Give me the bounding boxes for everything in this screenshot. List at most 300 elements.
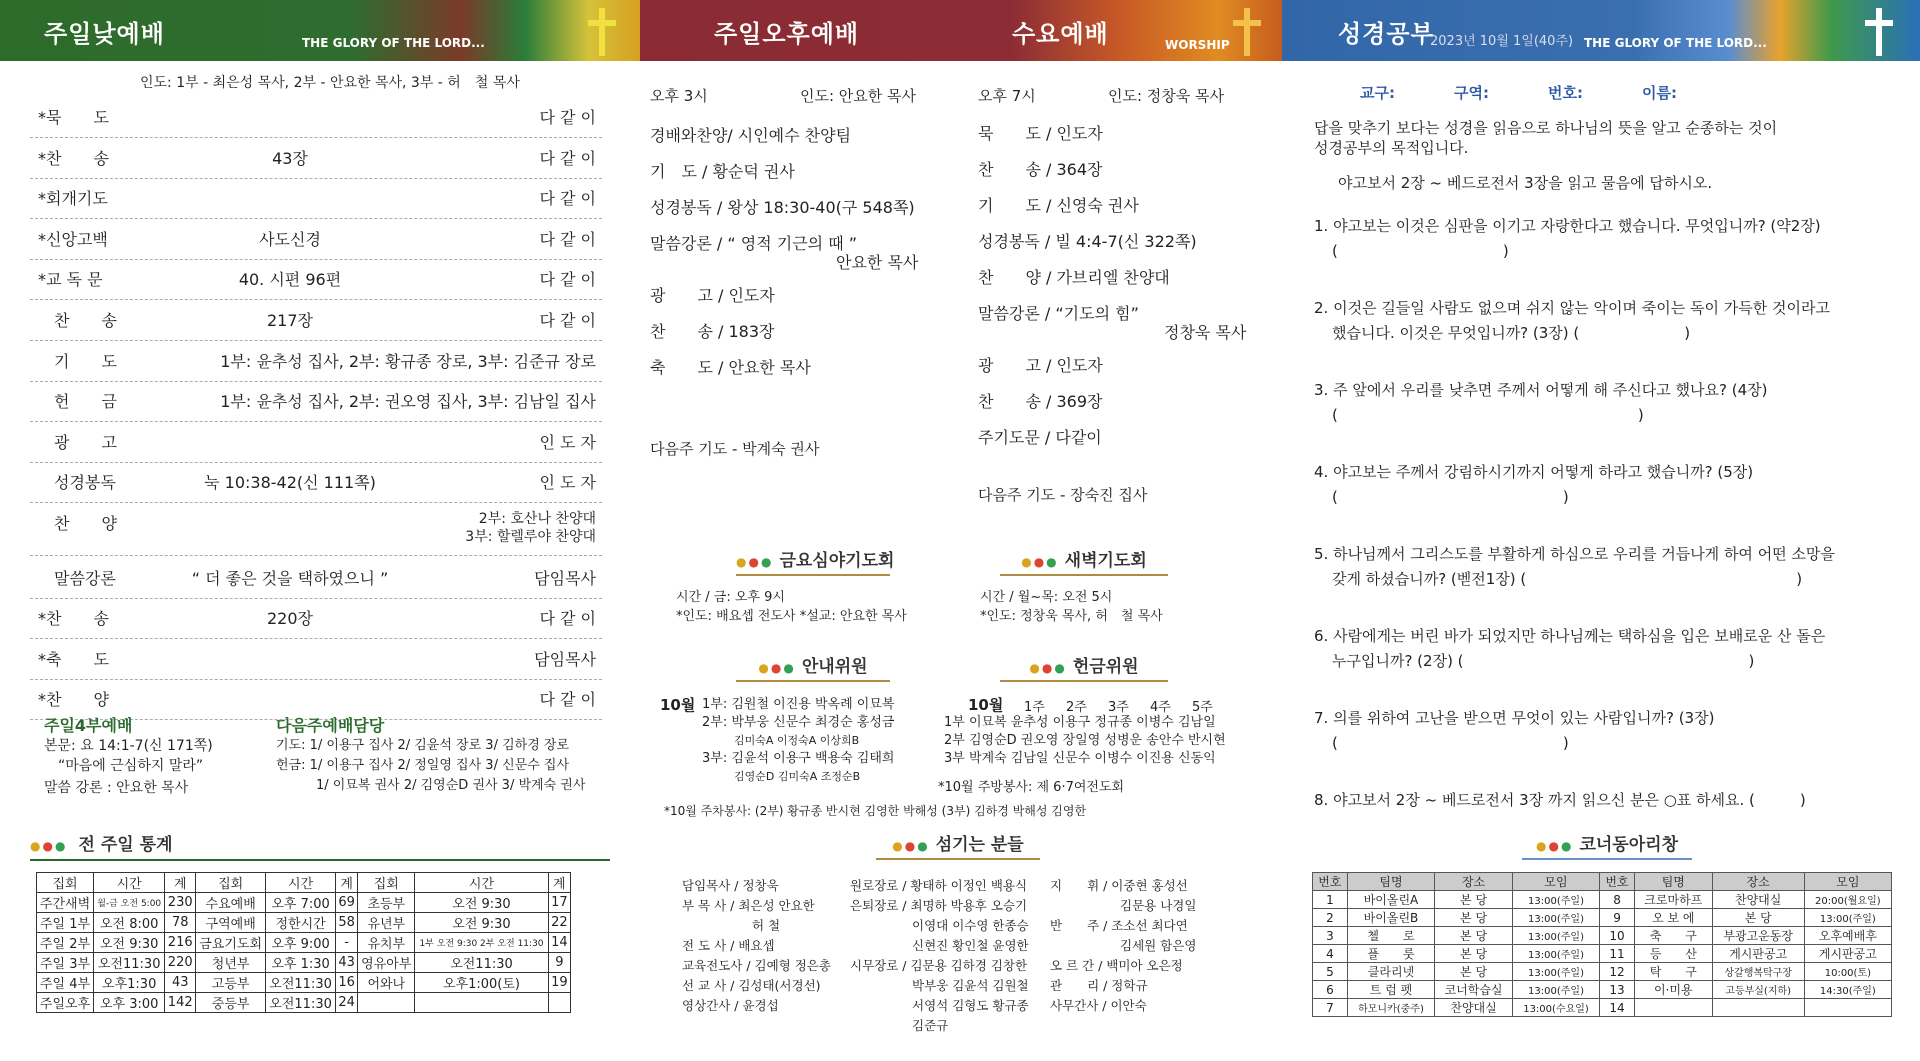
table-row (37, 953, 571, 973)
order-row (30, 220, 602, 260)
clubs-cell: 하모니카(중주) (1347, 999, 1434, 1017)
stats-cell: 주일 1부 (37, 913, 94, 933)
stats-header-cell: 계 (336, 873, 358, 893)
wednesday-leader: 인도: 정창욱 목사 (1108, 87, 1225, 105)
question-text: 2. 이것은 길들일 사람도 없으며 쉬지 않는 악이며 죽이는 독이 가득한 것이라고 (1314, 299, 1830, 317)
clubs-cell: 13:00(주일) (1512, 909, 1599, 927)
stats-header-cell: 집회 (196, 873, 266, 893)
bible-study-panel (1282, 0, 1920, 1061)
stats-cell: 오후1:00(토) (415, 973, 548, 993)
question-text: 8. 야고보서 2장 ~ 베드로전서 3장 까지 읽으신 분은 ○표 하세요. ( ) (1314, 791, 1806, 809)
clubs-cell: 바이올린B (1347, 909, 1434, 927)
order-row (30, 382, 602, 422)
stats-cell: 주일 2부 (37, 933, 94, 953)
afternoon-next-prayer: 다음주 기도 - 박계숙 권사 (650, 440, 820, 458)
bible-study-header (1282, 0, 1920, 61)
clubs-cell: 13:00(수요일) (1512, 999, 1599, 1017)
clubs-cell: 본 당 (1435, 927, 1513, 945)
wednesday-order-line: 정창욱 목사 (1164, 323, 1247, 342)
stats-cell: 24 (336, 993, 358, 1013)
afternoon-order-line: 안요한 목사 (836, 253, 919, 272)
stats-cell: 142 (165, 993, 196, 1013)
servant-line: 지 휘 / 이중현 홍성선 (1050, 878, 1188, 893)
dawn-prayer-time: 시간 / 월~목: 오전 5시 (980, 590, 1113, 605)
servants-column-2 (850, 876, 1029, 1036)
table-row (1313, 891, 1892, 909)
bible-study-title: 성경공부 (1338, 20, 1435, 48)
servant-line: 관 리 / 정학규 (1050, 978, 1148, 993)
clubs-cell: 10 (1600, 927, 1635, 945)
dots-icon: ●●● (1536, 839, 1574, 853)
clubs-cell: 12 (1600, 963, 1635, 981)
order-leader: 1부: 윤추성 집사, 2부: 황규종 장로, 3부: 김준규 장로 (220, 351, 596, 371)
clubs-heading (1522, 830, 1692, 860)
table-row (37, 893, 571, 913)
order-row (30, 179, 602, 219)
clubs-cell: 본 당 (1435, 909, 1513, 927)
fourth-service-text: 본문: 요 14:1-7(신 171쪽) (44, 738, 213, 754)
offering-week-label: 5주 (1192, 700, 1213, 715)
stats-cell: 78 (165, 913, 196, 933)
order-leader-line: 3부: 할렐루야 찬양대 (465, 529, 596, 545)
offering-committee-line: 1부 이묘복 윤추성 이용구 정규종 이병수 김남일 (944, 715, 1216, 730)
clubs-cell: 5 (1313, 963, 1348, 981)
wednesday-order-line: 광 고 / 인도자 (978, 356, 1103, 375)
servant-line: 영상간사 / 윤경섭 (682, 998, 779, 1013)
usher-line: 김미숙A 이정숙A 이상희B (734, 734, 860, 747)
order-item: 찬 양 (38, 514, 117, 533)
usher-line: 1부: 김원철 이진용 박옥례 이묘복 (702, 697, 895, 712)
clubs-cell: 크로마하프 (1634, 891, 1712, 909)
order-row (30, 260, 602, 300)
stats-cell: 주일 3부 (37, 953, 94, 973)
servant-line: 반 주 / 조소선 최다연 (1050, 918, 1188, 933)
question-text: 1. 야고보는 이것은 심판을 이기고 자랑한다고 했습니다. 무엇입니까? (약2장) (1314, 217, 1821, 235)
order-detail: 220장 (267, 609, 313, 629)
servant-line: 부 목 사 / 최은성 안요한 (682, 898, 815, 913)
clubs-cell: 등 산 (1634, 945, 1712, 963)
stats-header-cell: 집회 (37, 873, 94, 893)
ushers-month: 10월 (660, 696, 696, 714)
stats-cell: 43 (336, 953, 358, 973)
wednesday-service-title: 수요예배 (1012, 20, 1109, 48)
table-row (1313, 945, 1892, 963)
stats-cell (358, 993, 415, 1013)
wednesday-order-line: 성경봉독 / 빌 4:4-7(신 322쪽) (978, 232, 1197, 251)
ushers-title: 안내위원 (801, 657, 868, 677)
question-text: 7. 의를 위하여 고난을 받으면 무엇이 있는 사람입니까? (3장) (1314, 709, 1715, 727)
clubs-cell: 탁 구 (1634, 963, 1712, 981)
stats-cell: 1부 오전 9:30 2부 오전 11:30 (415, 933, 548, 953)
afternoon-order-line: 축 도 / 안요한 목사 (650, 358, 811, 377)
order-leader: 담임목사 (534, 649, 596, 669)
clubs-cell: 13:00(주일) (1512, 927, 1599, 945)
order-detail: 눅 10:38-42(신 111쪽) (204, 473, 376, 493)
clubs-cell (1712, 999, 1804, 1017)
friday-prayer-time: 시간 / 금: 오후 9시 (676, 590, 785, 605)
order-leader: 다 같 이 (539, 311, 596, 330)
afternoon-order-line: 성경봉독 / 왕상 18:30-40(구 548쪽) (650, 198, 915, 217)
clubs-cell: 10:00(토) (1804, 963, 1891, 981)
answer-blank: 했습니다. 이것은 무엇입니까? (3장) ( ) (1332, 324, 1691, 342)
kitchen-service-note: *10월 주방봉사: 제 6·7여전도회 (938, 780, 1125, 795)
dots-icon: ●●● (1029, 661, 1067, 675)
servant-line: 시무장로 / 김문용 김하경 김창한 (850, 958, 1028, 973)
answer-blank: ( ) (1332, 406, 1644, 424)
afternoon-service-block (650, 86, 917, 106)
fourth-service-preacher: 말씀 강론 : 안요한 목사 (44, 780, 189, 796)
order-leader: 담임목사 (534, 568, 596, 588)
offering-committee-title: 헌금위원 (1072, 657, 1139, 677)
question-item (1314, 788, 1835, 813)
sunday-service-title: 주일낮예배 (44, 20, 165, 48)
stats-cell: 오전11:30 (266, 973, 336, 993)
study-intro (1314, 118, 1777, 158)
order-item: *신앙고백 (38, 229, 108, 249)
clubs-header-cell: 번호 (1600, 873, 1635, 891)
friday-prayer-leader: *인도: 배요셉 전도사 *설교: 안요한 목사 (676, 609, 907, 624)
stats-cell: 58 (336, 913, 358, 933)
table-row (37, 993, 571, 1013)
stats-cell: 월-금 오전 5:00 (94, 893, 165, 913)
sunday-service-panel (0, 0, 640, 1061)
clubs-title: 코너동아리창 (1579, 835, 1678, 855)
usher-line: 김영순D 김미숙A 조정순B (734, 770, 861, 783)
order-item: *축 도 (38, 649, 109, 669)
order-row (30, 599, 602, 639)
dots-icon: ●●● (1021, 555, 1059, 569)
clubs-cell: 오 보 에 (1634, 909, 1712, 927)
study-intro-line-2: 성경공부의 목적입니다. (1314, 139, 1469, 157)
wednesday-order-line: 찬 송 / 364장 (978, 160, 1103, 179)
stats-cell: 오전11:30 (94, 953, 165, 973)
fourth-service-theme: “마음에 근심하지 말라” (58, 758, 204, 774)
table-row (37, 913, 571, 933)
next-week-offering: 헌금: 1/ 이용구 집사 2/ 정일영 집사 3/ 신문수 집사 (276, 758, 570, 773)
clubs-cell: 9 (1600, 909, 1635, 927)
afternoon-order (650, 118, 918, 386)
stats-cell: 216 (165, 933, 196, 953)
servant-line: 박부웅 김윤석 김원철 (912, 978, 1029, 993)
next-week-offering-2: 1/ 이묘복 권사 2/ 김영순D 권사 3/ 박계숙 권사 (316, 778, 586, 793)
clubs-cell: 오후예배후 (1804, 927, 1891, 945)
order-item: 헌 금 (38, 392, 117, 412)
question-item (1314, 706, 1835, 756)
ushers-list (702, 696, 894, 786)
stats-cell: 오전11:30 (266, 993, 336, 1013)
question-text: 6. 사람에게는 버린 바가 되었지만 하나님께는 택하심을 입은 보배로운 산 돌은 (1314, 627, 1826, 645)
afternoon-order-line: 경배와찬양/ 시인예수 찬양팀 (650, 126, 852, 145)
clubs-cell: 3 (1313, 927, 1348, 945)
stats-cell: 청년부 (196, 953, 266, 973)
offering-weeks (1024, 696, 1234, 715)
order-item: 기 도 (38, 351, 117, 371)
last-week-stats-table (36, 872, 571, 1013)
order-row (30, 342, 602, 382)
table-row (1313, 927, 1892, 945)
dawn-prayer-heading (1000, 546, 1168, 576)
table-row (1313, 981, 1892, 999)
stats-cell: 주간새벽 (37, 893, 94, 913)
stats-cell: 43 (165, 973, 196, 993)
fourth-service-title: 주일4부예배 (44, 716, 133, 735)
stats-cell: 22 (548, 913, 570, 933)
stats-cell: 고등부 (196, 973, 266, 993)
dots-icon: ●●● (758, 661, 796, 675)
order-row (30, 98, 602, 138)
clubs-cell: 본 당 (1712, 909, 1804, 927)
student-field-label: 번호: (1548, 84, 1583, 102)
offering-month: 10월 (968, 696, 1004, 714)
ushers-heading (736, 652, 890, 682)
stats-cell: 영유아부 (358, 953, 415, 973)
table-row (37, 973, 571, 993)
stats-cell: 9 (548, 953, 570, 973)
stats-cell: 유치부 (358, 933, 415, 953)
usher-line: 2부: 박부웅 신문수 최경순 홍성금 (702, 715, 895, 730)
order-detail: 40. 시편 96편 (238, 270, 342, 290)
clubs-cell: 이·미용 (1634, 981, 1712, 999)
order-leader: 다 같 이 (539, 229, 596, 249)
clubs-cell: 2 (1313, 909, 1348, 927)
clubs-cell: 찬양대실 (1435, 999, 1513, 1017)
wednesday-order-line: 기 도 / 신영숙 권사 (978, 196, 1139, 215)
servant-line: 신현진 황인철 윤영한 (912, 938, 1029, 953)
stats-cell: 오후 1:30 (266, 953, 336, 973)
stats-cell (548, 993, 570, 1013)
answer-blank: ( ) (1332, 488, 1569, 506)
clubs-header-cell: 모임 (1512, 873, 1599, 891)
study-intro-line-1: 답을 맞추기 보다는 성경을 읽음으로 하나님의 뜻을 알고 순종하는 것이 (1314, 119, 1778, 137)
servant-line: 허 철 (752, 918, 781, 933)
clubs-cell (1804, 999, 1891, 1017)
student-info-fields (1360, 82, 1736, 103)
question-item (1314, 214, 1835, 264)
cross-icon (585, 8, 619, 56)
stats-cell: 정한시간 (266, 913, 336, 933)
order-row (30, 640, 602, 680)
afternoon-order-line: 말씀강론 / “ 영적 기근의 때 ” (650, 234, 858, 253)
order-item: 성경봉독 (38, 473, 116, 493)
clubs-cell: 상갈행복탁구장 (1712, 963, 1804, 981)
offering-week-label: 4주 (1150, 700, 1171, 715)
stats-header-cell: 시간 (94, 873, 165, 893)
clubs-cell: 게시판공고 (1804, 945, 1891, 963)
offering-committee-heading (1000, 652, 1168, 682)
stats-header-cell: 시간 (266, 873, 336, 893)
servant-line: 원로장로 / 황태하 이정인 백용식 (850, 878, 1028, 893)
stats-cell: 16 (336, 973, 358, 993)
order-row (30, 504, 602, 556)
offering-week-label: 3주 (1108, 700, 1129, 715)
student-field-label: 구역: (1454, 84, 1489, 102)
wednesday-service-block (978, 86, 1225, 106)
usher-line: 3부: 김윤석 이용구 백용숙 김태희 (702, 751, 895, 766)
afternoon-service-header (640, 0, 1282, 61)
stats-cell: 금요기도회 (196, 933, 266, 953)
servant-line: 오 르 간 / 백미아 오은정 (1050, 958, 1183, 973)
afternoon-time: 오후 3시 (650, 87, 708, 105)
wednesday-time: 오후 7시 (978, 87, 1036, 105)
clubs-cell: 11 (1600, 945, 1635, 963)
dots-icon: ●●● (736, 555, 774, 569)
clubs-cell: 본 당 (1435, 945, 1513, 963)
stats-cell: 오전 9:30 (94, 933, 165, 953)
servant-line: 김문용 나경일 (1120, 898, 1197, 913)
servant-line: 교육전도사 / 김예형 정은총 (682, 958, 831, 973)
order-leader-line: 2부: 호산나 찬양대 (478, 511, 596, 527)
friday-prayer-heading (736, 546, 895, 576)
order-item: *찬 양 (38, 690, 109, 710)
offering-committee-line: 2부 김영순D 권오영 장일영 성병운 송안수 반시현 (944, 733, 1226, 748)
clubs-cell: 코너학습실 (1435, 981, 1513, 999)
cross-icon (1230, 8, 1264, 56)
stats-header-cell: 시간 (415, 873, 548, 893)
dawn-prayer-info (980, 588, 1163, 626)
dawn-prayer-leader: *인도: 정창욱 목사, 허 철 목사 (980, 609, 1163, 624)
offering-week-label: 1주 (1024, 700, 1045, 715)
next-week-duty-title: 다음주예배담당 (276, 716, 385, 735)
clubs-cell: 20:00(월요일) (1804, 891, 1891, 909)
answer-blank: 누구입니까? (2장) ( ) (1332, 652, 1755, 670)
clubs-cell: 첼 로 (1347, 927, 1434, 945)
stats-cell: 오후1:30 (94, 973, 165, 993)
stats-cell: 오전11:30 (415, 953, 548, 973)
wednesday-order-line: 묵 도 / 인도자 (978, 124, 1103, 143)
stats-cell: 구역예배 (196, 913, 266, 933)
order-item: *찬 송 (38, 148, 109, 168)
clubs-table (1312, 872, 1892, 1017)
order-item: 말씀강론 (38, 568, 116, 588)
servant-line: 김세원 함은영 (1120, 938, 1197, 953)
cross-icon (1862, 8, 1896, 56)
stats-cell: 어와나 (358, 973, 415, 993)
clubs-header-cell: 팀명 (1634, 873, 1712, 891)
clubs-cell: 1 (1313, 891, 1348, 909)
question-item (1314, 542, 1835, 592)
order-detail: 43장 (272, 148, 308, 168)
order-item: 광 고 (38, 432, 117, 452)
clubs-header-cell: 장소 (1712, 873, 1804, 891)
next-week-duty-box (276, 716, 585, 796)
servant-line: 전 도 사 / 배요셉 (682, 938, 775, 953)
clubs-cell: 축 구 (1634, 927, 1712, 945)
table-row (1313, 999, 1892, 1017)
order-detail: 사도신경 (259, 229, 321, 249)
clubs-header-cell: 모임 (1804, 873, 1891, 891)
answer-blank: 갖게 하셨습니까? (벧전1장) ( ) (1332, 570, 1803, 588)
order-leader: 다 같 이 (539, 108, 596, 127)
stats-cell: 230 (165, 893, 196, 913)
order-item: 찬 송 (38, 311, 117, 330)
stats-cell: 주일오후 (37, 993, 94, 1013)
stats-cell: 수요예배 (196, 893, 266, 913)
stats-cell: 중등부 (196, 993, 266, 1013)
servants-column-3 (1050, 876, 1196, 1016)
clubs-cell: 4 (1313, 945, 1348, 963)
servants-column-1 (682, 876, 831, 1016)
order-row (30, 559, 602, 599)
answer-blank: ( ) (1332, 242, 1509, 260)
next-week-prayer: 기도: 1/ 이용구 집사 2/ 김윤석 장로 3/ 김하경 장로 (276, 738, 570, 753)
order-detail: “ 더 좋은 것을 택하였으니 ” (191, 568, 389, 588)
stats-cell: 17 (548, 893, 570, 913)
question-text: 5. 하나님께서 그리스도를 부활하게 하심으로 우리를 거듭나게 하여 어떤 소망을 (1314, 545, 1835, 563)
order-leader: 다 같 이 (539, 270, 596, 290)
clubs-cell: 부광고운동장 (1712, 927, 1804, 945)
order-row (30, 139, 602, 179)
servant-line: 담임목사 / 정창욱 (682, 878, 779, 893)
clubs-cell: 고등부실(지하) (1712, 981, 1804, 999)
clubs-cell: 6 (1313, 981, 1348, 999)
stats-cell: 69 (336, 893, 358, 913)
table-row (37, 933, 571, 953)
order-detail: 217장 (267, 311, 313, 330)
order-leader: 인 도 자 (539, 473, 596, 493)
servant-line: 이영대 이수영 한종승 (912, 918, 1029, 933)
table-row (1313, 909, 1892, 927)
clubs-cell: 찬양대실 (1712, 891, 1804, 909)
servant-line: 은퇴장로 / 최명하 박용후 오승기 (850, 898, 1028, 913)
afternoon-order-line: 기 도 / 황순덕 권사 (650, 162, 795, 181)
wednesday-order-line: 말씀강론 / “기도의 힘” (978, 304, 1139, 323)
afternoon-order-line: 찬 송 / 183장 (650, 322, 775, 341)
stats-cell: 19 (548, 973, 570, 993)
order-row (30, 423, 602, 463)
clubs-cell: 본 당 (1435, 963, 1513, 981)
servant-line: 서영석 김형도 황규종 (912, 998, 1029, 1013)
clubs-cell: 트 럼 펫 (1347, 981, 1434, 999)
clubs-cell: 클라리넷 (1347, 963, 1434, 981)
clubs-cell: 14 (1600, 999, 1635, 1017)
order-row (30, 463, 602, 503)
clubs-cell: 플 룻 (1347, 945, 1434, 963)
stats-cell: 오후 7:00 (266, 893, 336, 913)
stats-header-cell: 계 (548, 873, 570, 893)
question-item (1314, 460, 1835, 510)
table-row (1313, 963, 1892, 981)
question-item (1314, 296, 1835, 346)
stats-cell (415, 993, 548, 1013)
clubs-cell: 13:00(주일) (1512, 945, 1599, 963)
service-leaders: 인도: 1부 - 최은성 목사, 2부 - 안요한 목사, 3부 - 허 철 목사 (140, 75, 520, 91)
order-leader: 1부: 윤추성 집사, 2부: 권오영 집사, 3부: 김남일 집사 (220, 392, 596, 412)
stats-cell: 주일 4부 (37, 973, 94, 993)
clubs-header-cell: 번호 (1313, 873, 1348, 891)
servants-title: 섬기는 분들 (935, 835, 1024, 855)
question-text: 4. 야고보는 주께서 강림하시기까지 어떻게 하라고 했습니까? (5장) (1314, 463, 1754, 481)
clubs-header-cell: 장소 (1435, 873, 1513, 891)
stats-cell: 14 (548, 933, 570, 953)
order-row (30, 680, 602, 720)
clubs-cell: 7 (1313, 999, 1348, 1017)
stats-cell: 220 (165, 953, 196, 973)
header-subtitle: THE GLORY OF THE LORD... (1584, 36, 1767, 50)
order-item: *회개기도 (38, 189, 108, 209)
order-leader: 다 같 이 (539, 148, 596, 168)
study-instruction: 야고보서 2장 ~ 베드로전서 3장을 읽고 물음에 답하시오. (1338, 174, 1713, 192)
servants-heading (876, 830, 1040, 860)
clubs-cell: 바이올린A (1347, 891, 1434, 909)
clubs-cell: 8 (1600, 891, 1635, 909)
clubs-cell (1634, 999, 1712, 1017)
wednesday-order-line: 찬 송 / 369장 (978, 392, 1103, 411)
clubs-header-cell: 팀명 (1347, 873, 1434, 891)
stats-cell: 오전 9:30 (415, 893, 548, 913)
question-item (1314, 378, 1835, 428)
dawn-prayer-title: 새벽기도회 (1064, 551, 1147, 571)
last-week-stats-heading (30, 830, 610, 861)
